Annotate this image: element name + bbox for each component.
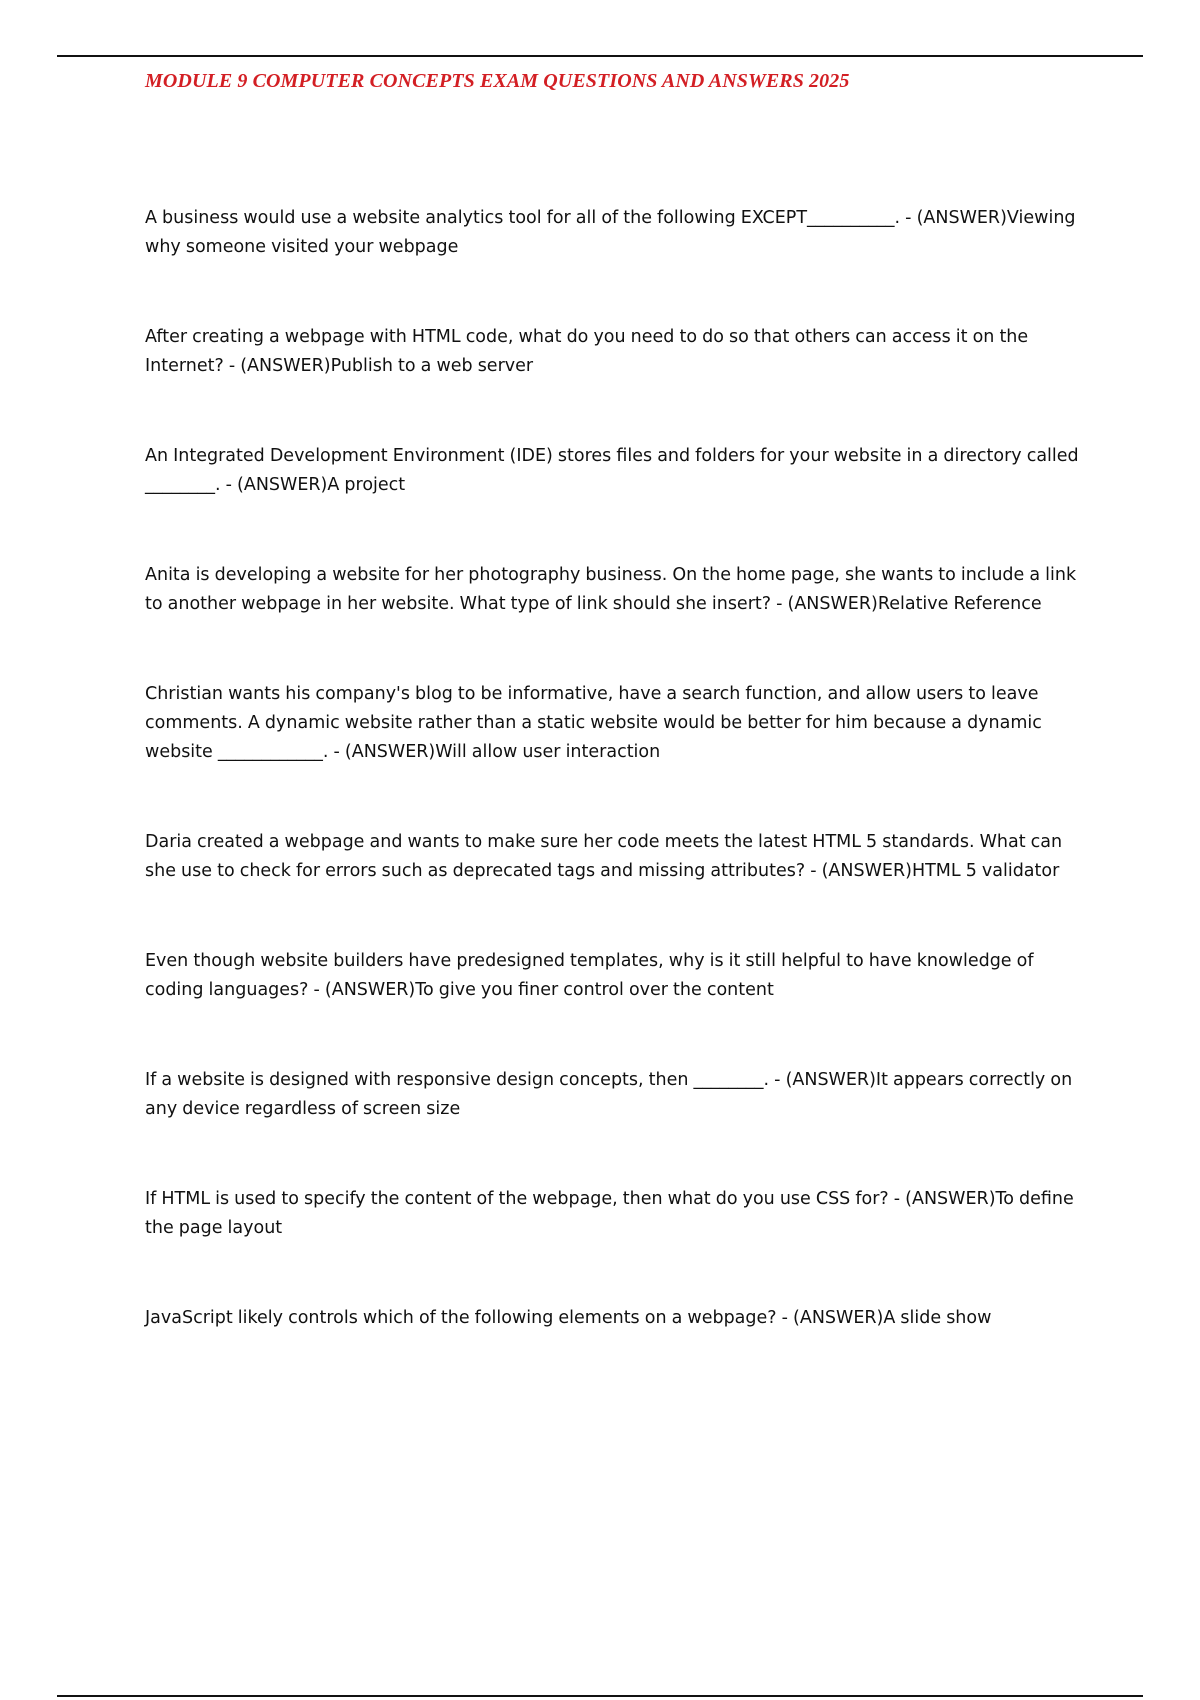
question-text: Even though website builders have predesigned templates, why is it still helpful to have knowledge of coding languages? - <box>145 951 1034 1000</box>
question-text: If HTML is used to specify the content of the webpage, then what do you use CSS for? - <box>145 1189 901 1209</box>
question-text: A business would use a website analytics tool for all of the following EXCEPT__________. - <box>145 208 912 228</box>
qa-item <box>145 1066 1085 1124</box>
answer-text: (ANSWER)Will allow user interaction <box>344 742 661 762</box>
question-text: Anita is developing a website for her photography business. On the home page, she wants to include a link to another webpage in her website. What type of link should she insert? - <box>145 565 1077 614</box>
answer-text: (ANSWER)A project <box>237 475 406 495</box>
answer-text: (ANSWER)To give you finer control over the content <box>324 980 774 1000</box>
qa-item <box>145 1304 1085 1333</box>
qa-item <box>145 561 1085 619</box>
top-rule <box>57 55 1143 57</box>
question-text: After creating a webpage with HTML code, what do you need to do so that others can access it on the Internet? - <box>145 327 1029 376</box>
qa-item <box>145 947 1085 1005</box>
answer-text: (ANSWER)It appears correctly on any device regardless of screen size <box>145 1070 1073 1119</box>
qa-item <box>145 680 1085 767</box>
qa-item <box>145 204 1085 262</box>
answer-text: (ANSWER)Relative Reference <box>787 594 1042 614</box>
answer-text: (ANSWER)HTML 5 validator <box>821 861 1060 881</box>
answer-text: (ANSWER)Viewing why someone visited your webpage <box>145 208 1076 257</box>
qa-item <box>145 442 1085 500</box>
qa-item <box>145 323 1085 381</box>
answer-text: (ANSWER)A slide show <box>793 1308 992 1328</box>
qa-item <box>145 1185 1085 1243</box>
qa-item <box>145 828 1085 886</box>
question-text: Daria created a webpage and wants to make sure her code meets the latest HTML 5 standards. What can she use to check for errors such as deprecated tags and missing attributes? - <box>145 832 1063 881</box>
answer-text: (ANSWER)Publish to a web server <box>240 356 534 376</box>
document-title: MODULE 9 COMPUTER CONCEPTS EXAM QUESTIONS AND ANSWERS 2025 <box>145 70 850 92</box>
qa-list <box>145 204 1085 1394</box>
question-text: An Integrated Development Environment (IDE) stores files and folders for your website in a directory called ________. - <box>145 446 1079 495</box>
answer-text: (ANSWER)To define the page layout <box>145 1189 1074 1238</box>
question-text: Christian wants his company's blog to be informative, have a search function, and allow users to leave comments. A dynamic website rather than a static website would be better for him because a dynamic website ____________. - <box>145 684 1042 762</box>
bottom-rule <box>57 1695 1143 1697</box>
question-text: If a website is designed with responsive design concepts, then ________. - <box>145 1070 781 1090</box>
question-text: JavaScript likely controls which of the following elements on a webpage? - <box>145 1308 788 1328</box>
